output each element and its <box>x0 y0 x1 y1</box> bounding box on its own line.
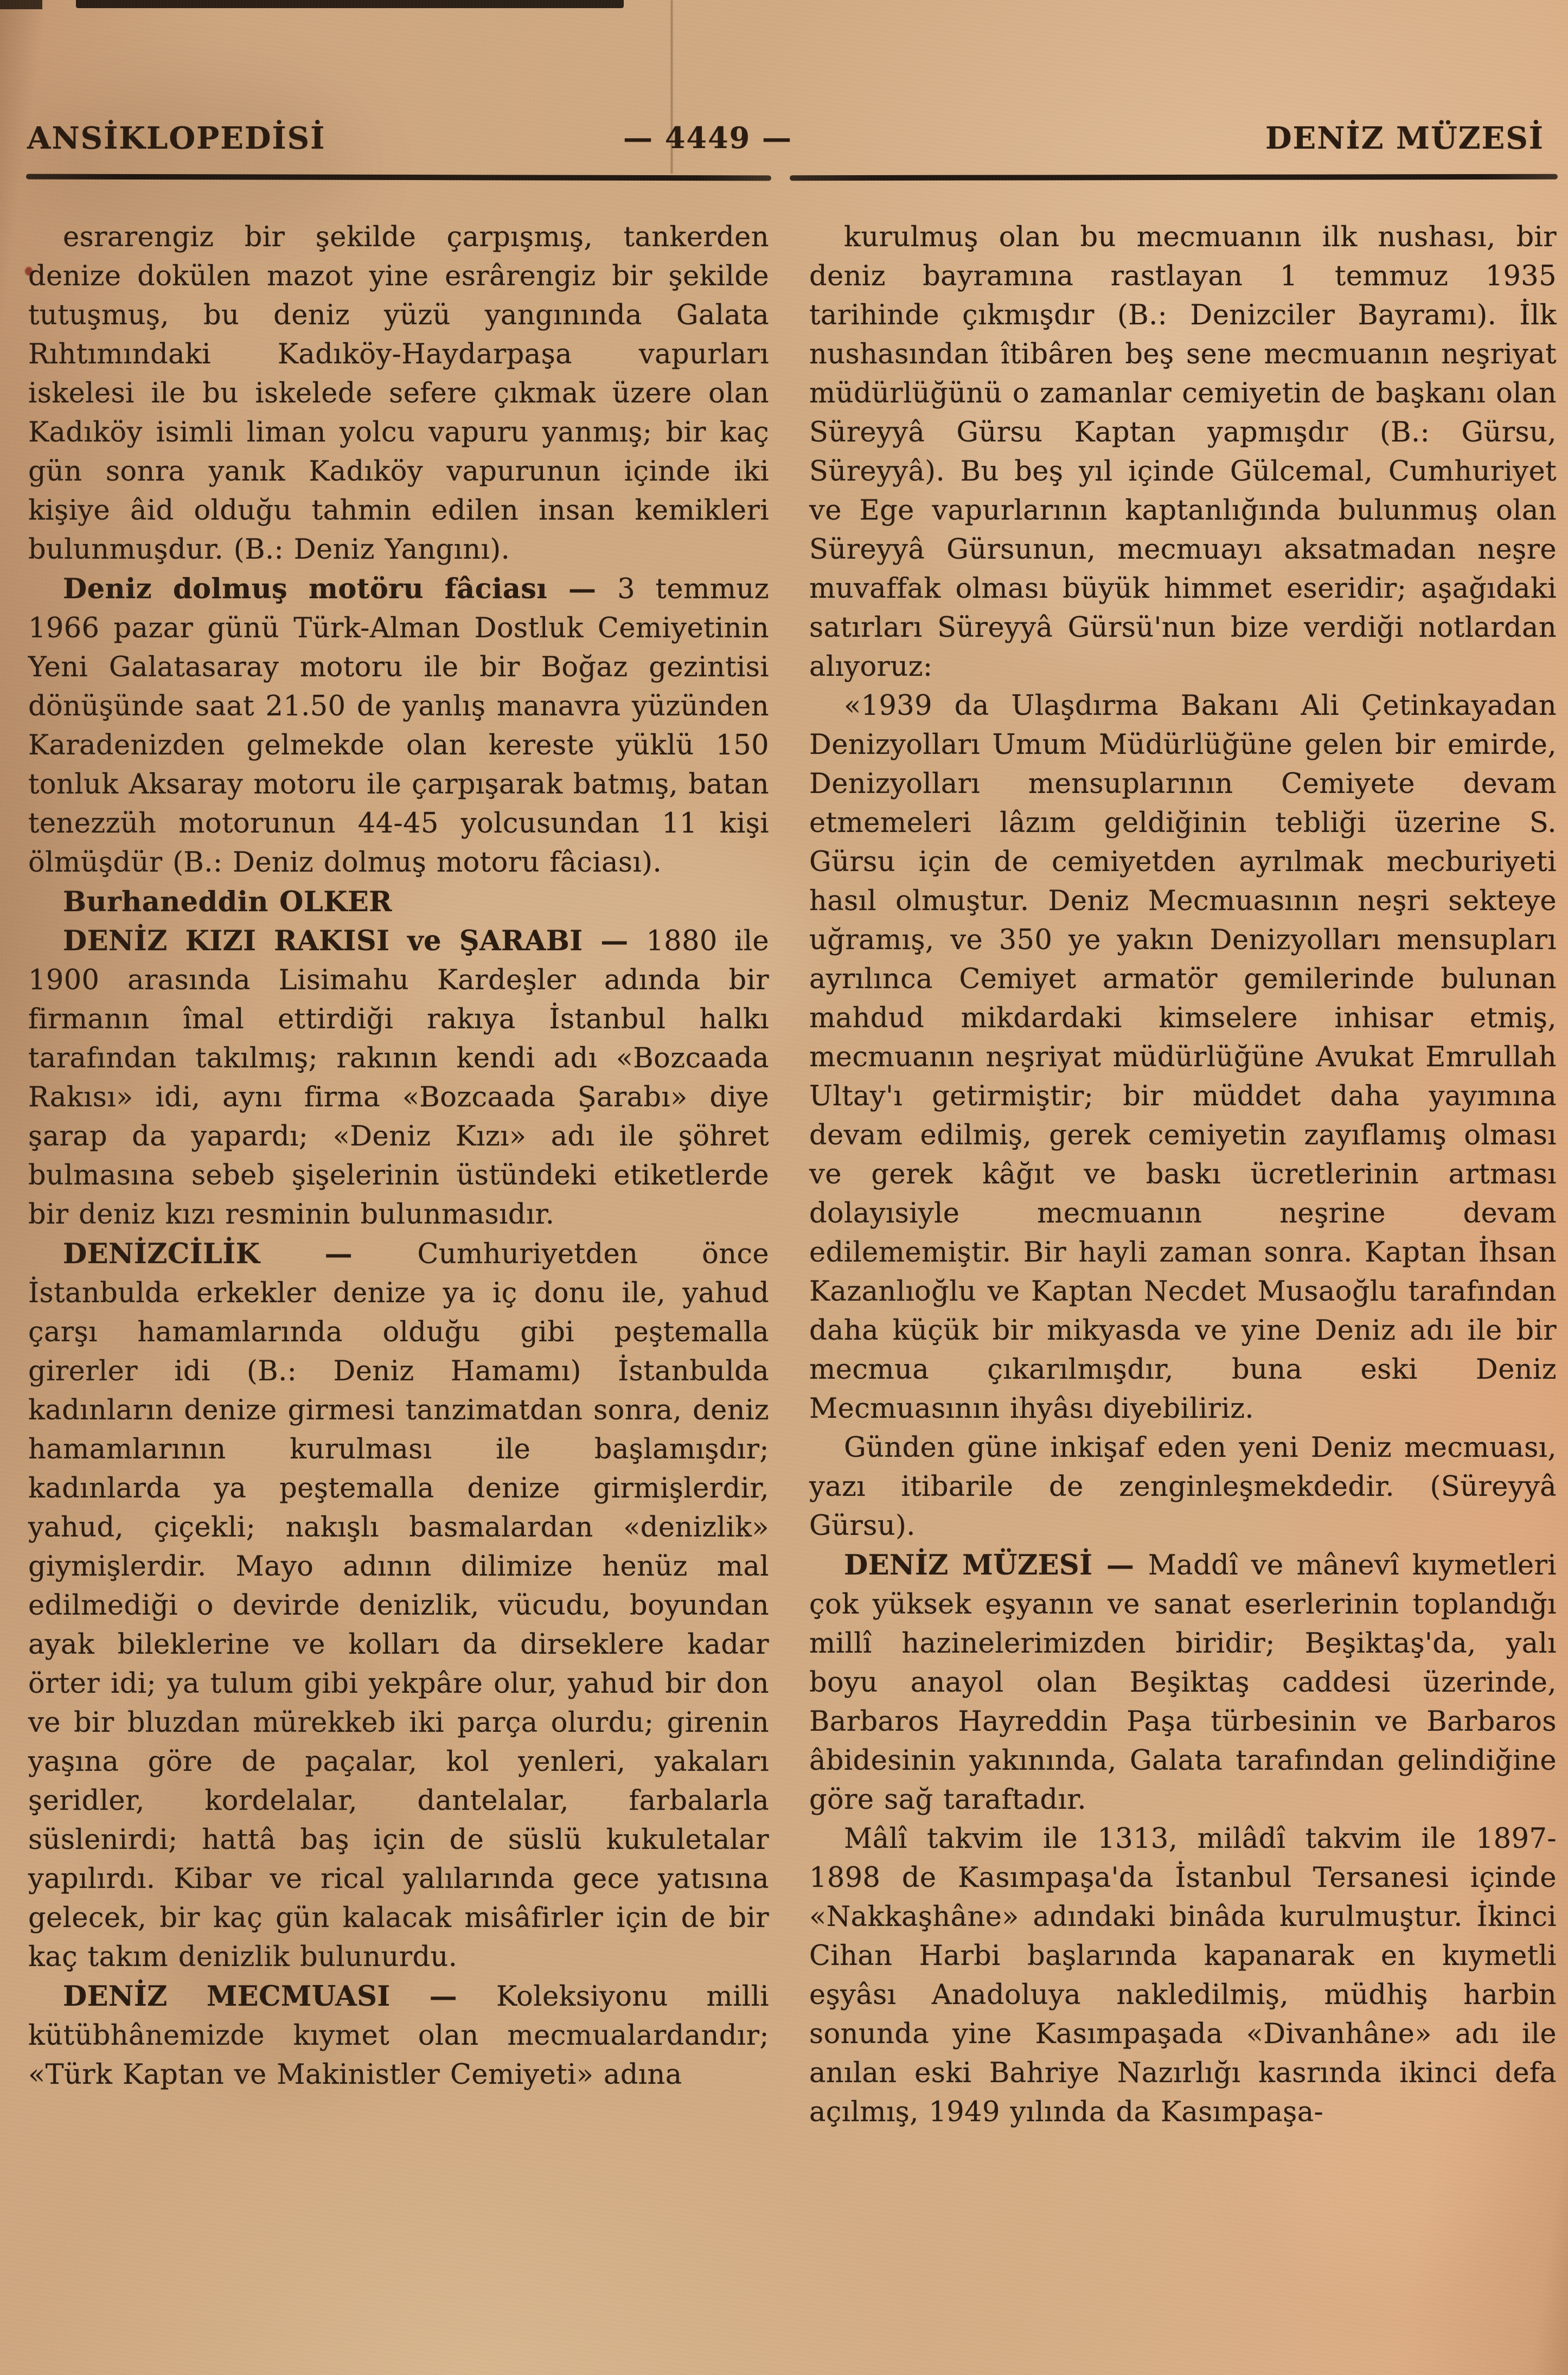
entry-paragraph: DENİZ MÜZESİ — Maddî ve mânevî kıymetleri çok yüksek eşyanın ve sanat eserlerinin toplandığı millî hazinelerimizden biridir; Beşiktaş'da, yalı boyu anayol olan Beşiktaş caddesi üzerinde, Barbaros Hayreddin Paşa türbesinin ve Barbaros âbidesinin yakınında, Galata tarafından gelindiğine göre sağ taraftadır. <box>809 1549 1557 1816</box>
body-paragraph: Mâlî takvim ile 1313, milâdî takvim ile 1897-1898 de Kasımpaşa'da İstanbul Tersanesi içinde «Nakkaşhâne» adındaki binâda kurulmuştur. İkinci Cihan Harbi başlarında kapanarak en kıymetli eşyâsı Anadoluya nakledilmiş, müdhiş harbin sonunda yine Kasımpaşada «Divanhâne» adı ile anılan eski Bahriye Nazırlığı kasrında ikinci defa açılmış, 1949 yılında da Kasımpaşa- <box>809 1823 1557 2128</box>
page-number: — 4449 — <box>623 120 792 155</box>
text-column-right <box>809 218 1557 2132</box>
entry-paragraph: DENİZ KIZI RAKISI ve ŞARABI — 1880 ile 1900 arasında Lisimahu Kardeşler adında bir firmanın îmal ettirdiği rakıya İstanbul halkı tarafından takılmış; rakının kendi adı «Bozcaada Rakısı» idi, aynı firma «Bozcaada Şarabı» diye şarap da yapardı; «Deniz Kızı» adı ile şöhret bulmasına sebeb şişelerinin üstündeki etiketlerde bir deniz kızı resminin bulunmasıdır. <box>28 925 769 1231</box>
text-column-left <box>28 218 769 2095</box>
body-paragraph: kurulmuş olan bu mecmuanın ilk nushası, bir deniz bayramına rastlayan 1 temmuz 1935 tarihinde çıkmışdır (B.: Denizciler Bayramı). İlk nushasından îtibâren beş sene mecmuanın neşriyat müdürlüğünü o zamanlar cemiyetin de başkanı olan Süreyyâ Gürsu Kaptan yapmışdır (B.: Gürsu, Süreyyâ). Bu beş yıl içinde Gülcemal, Cumhuriyet ve Ege vapurlarının kaptanlığında bulunmuş olan Süreyyâ Gürsunun, mecmuayı aksatmadan neşre muvaffak olması büyük himmet eseridir; aşağıdaki satırları Süreyyâ Gürsü'nun bize verdiği notlardan alıyoruz: <box>809 221 1557 683</box>
encyclopedia-title: ANSİKLOPEDİSİ <box>27 120 326 156</box>
scan-corner-artifact <box>0 0 42 9</box>
entry-paragraph: Deniz dolmuş motöru fâciası — 3 temmuz 1966 pazar günü Türk-Alman Dostluk Cemiyetinin Yeni Galatasaray motoru ile bir Boğaz gezintisi dönüşünde saat 21.50 de yanlış manavra yüzünden Karadenizden gelmekde olan kereste yüklü 150 tonluk Aksaray motoru ile çarpışarak batmış, batan tenezzüh motorunun 44-45 yolcusundan 11 kişi ölmüşdür (B.: Deniz dolmuş motoru fâciası). <box>28 573 769 879</box>
entry-paragraph: DENİZCİLİK — Cumhuriyetden önce İstanbulda erkekler denize ya iç donu ile, yahud çarşı hamamlarında olduğu gibi peştemalla girerler idi (B.: Deniz Hamamı) İstanbulda kadınların denize girmesi tanzimatdan sonra, deniz hamamlarının kurulması ile başlamışdır; kadınlarda ya peştemalla denize girmişlerdir, yahud, çiçekli; nakışlı basmalardan «denizlik» giymişlerdir. Mayo adının dilimize henüz mal edilmediği o devirde denizlik, vücudu, boyundan ayak bileklerine ve kolları da dirseklere kadar örter idi; ya tulum gibi yekpâre olur, yahud bir don ve bir bluzdan mürekkeb iki parça olurdu; girenin yaşına göre de paçalar, kol yenleri, yakaları şeridler, kordelalar, dantelalar, farbalarla süslenirdi; hattâ baş için de süslü kukuletalar yapılırdı. Kibar ve rical yalılarında gece yatısına gelecek, bir kaç gün kalacak misâfirler için de bir kaç takım denizlik bulunurdu. <box>28 1238 769 1973</box>
header-rule-left <box>26 174 771 181</box>
body-paragraph: esrarengiz bir şekilde çarpışmış, tankerden denize dokülen mazot yine esrârengiz bir şekilde tutuşmuş, bu deniz yüzü yangınında Galata Rıhtımındaki Kadıköy-Haydarpaşa vapurları iskelesi ile bu iskelede sefere çıkmak üzere olan Kadıköy isimli liman yolcu vapuru yanmış; bir kaç gün sonra yanık Kadıköy vapurunun içinde iki kişiye âid olduğu tahmin edilen insan kemikleri bulunmuşdur. (B.: Deniz Yangını). <box>28 221 769 566</box>
entry-heading: Deniz dolmuş motöru fâciası — <box>63 573 618 605</box>
entry-heading: DENİZ MECMUASI — <box>63 1980 496 2013</box>
header-rule-right <box>790 174 1558 181</box>
running-head-entry: DENİZ MÜZESİ <box>1265 120 1544 156</box>
body-paragraph: Günden güne inkişaf eden yeni Deniz mecmuası, yazı itibarile de zenginleşmekdedir. (Süreyyâ Gürsu). <box>809 1432 1557 1542</box>
entry-heading: DENİZ KIZI RAKISI ve ŞARABI — <box>63 925 647 957</box>
body-paragraph: «1939 da Ulaşdırma Bakanı Ali Çetinkayadan Denizyolları Umum Müdürlüğüne gelen bir emirde, Denizyolları mensuplarının Cemiyete devam etmemeleri lâzım geldiğinin tebliği üzerine S. Gürsu için de cemiyetden ayrılmak mecburiyeti hasıl olmuştur. Deniz Mecmuasının neşri sekteye uğramış, ve 350 ye yakın Denizyolları mensupları ayrılınca Cemiyet armatör gemilerinde bulunan mahdud mikdardaki kimselere inhisar etmiş, mecmuanın neşriyat müdürlüğüne Avukat Emrullah Ultay'ı getirmiştir; bir müddet daha yayımına devam edilmiş, gerek cemiyetin zayıflamış olması ve gerek kâğıt ve baskı ücretlerinin artması dolayısiyle mecmuanın neşrine devam edilememiştir. Bir hayli zaman sonra. Kaptan İhsan Kazanlıoğlu ve Kaptan Necdet Musaoğlu tarafından daha küçük bir mikyasda ve yine Deniz adı ile bir mecmua çıkarılmışdır, buna eski Deniz Mecmuasının ihyâsı diyebiliriz. <box>809 690 1557 1425</box>
entry-heading: DENİZCİLİK — <box>63 1238 418 1270</box>
scan-edge-artifact <box>76 0 624 8</box>
entry-heading: DENİZ MÜZESİ — <box>844 1549 1148 1582</box>
entry-paragraph: DENİZ MECMUASI — Koleksiyonu milli kütübhânemizde kıymet olan mecmualardandır; «Türk Kaptan ve Makinistler Cemiyeti» adına <box>28 1980 770 2091</box>
author-signature: Burhaneddin OLKER <box>63 886 392 918</box>
